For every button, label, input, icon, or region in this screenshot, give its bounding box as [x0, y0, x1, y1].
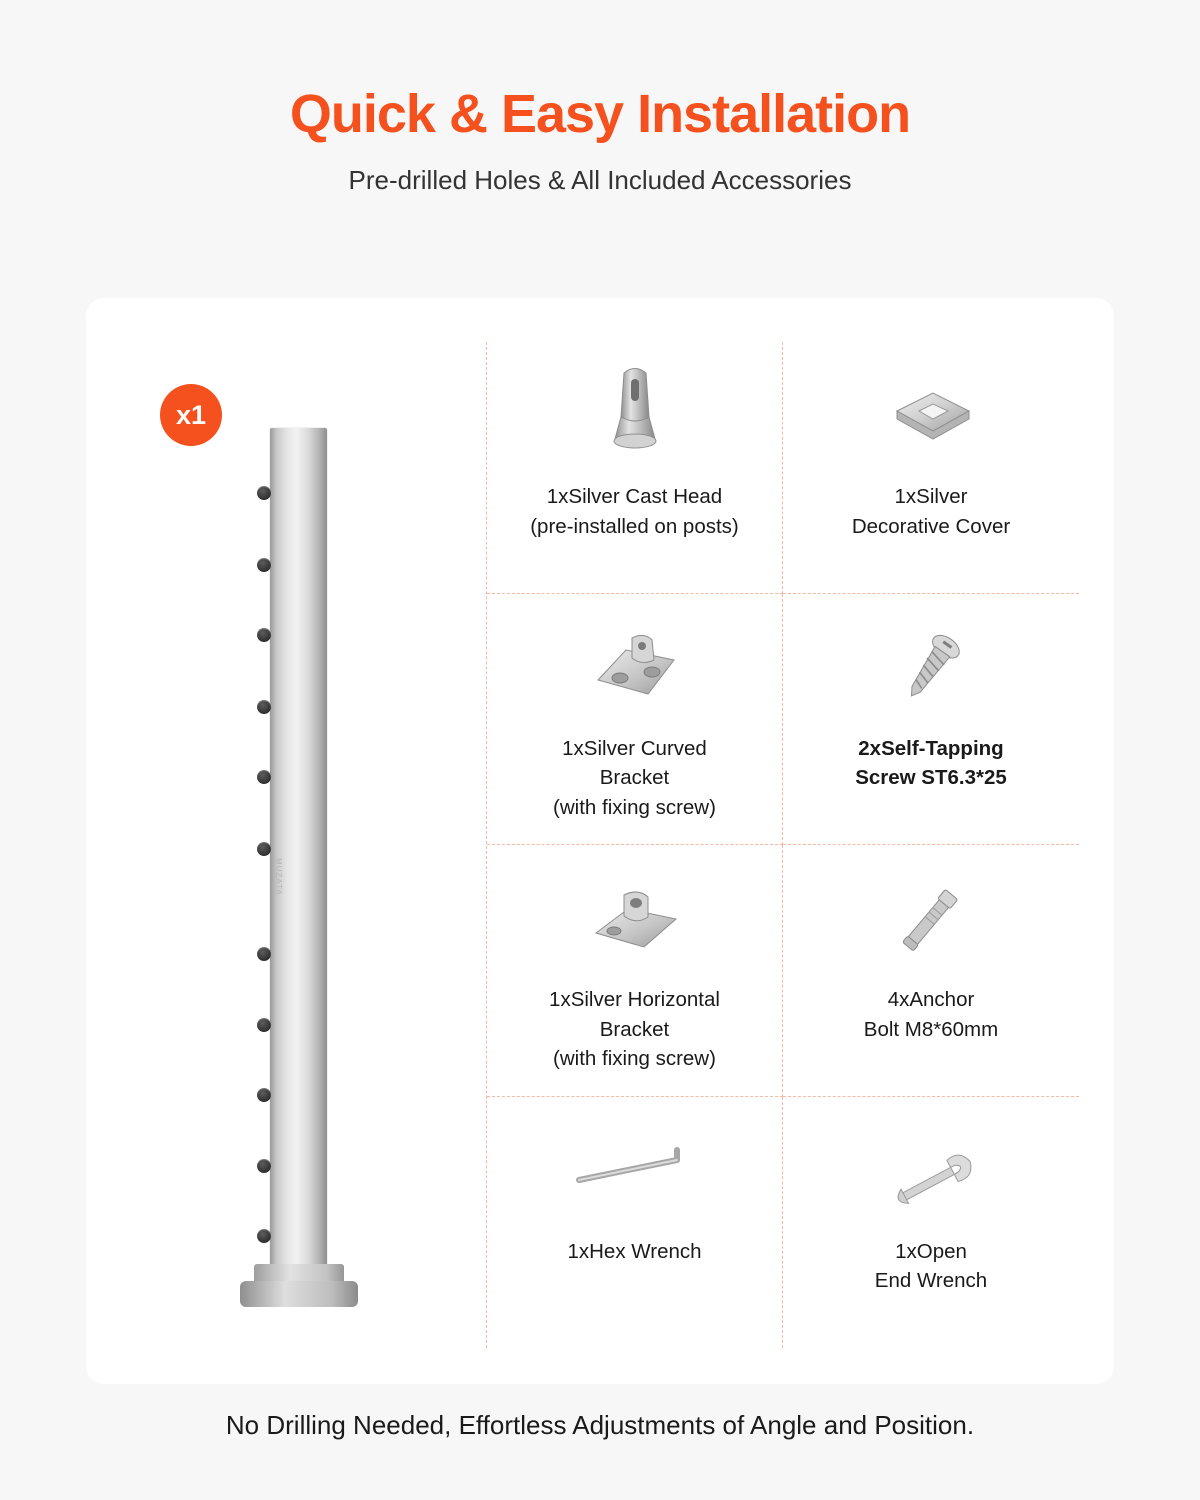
post-hole: [257, 486, 271, 500]
quantity-badge: x1: [160, 384, 222, 446]
accessory-cell: [783, 342, 1079, 594]
accessory-cell: [487, 1097, 783, 1349]
post-illustration-column: [86, 298, 486, 1384]
accessory-label: 1xHex Wrench: [567, 1239, 702, 1263]
horizontal-bracket-icon: [570, 863, 700, 975]
footer-caption: No Drilling Needed, Effortless Adjustments of Angle and Position.: [225, 1410, 975, 1440]
post-hole: [257, 1088, 271, 1102]
anchor-bolt-icon: [871, 863, 991, 975]
post-hole: [257, 628, 271, 642]
post-base-plate-lower: [240, 1281, 358, 1307]
hex-wrench-icon: [565, 1115, 705, 1227]
accessories-card: [86, 298, 1114, 1384]
brand-mark: MUZATA: [274, 858, 283, 896]
accessory-label: 2xSelf-Tapping Screw ST6.3*25: [855, 736, 1007, 790]
cast-head-icon: [590, 360, 680, 472]
accessory-cell: [783, 1097, 1079, 1349]
self-tapping-screw-icon: [876, 612, 986, 724]
post-hole: [257, 700, 271, 714]
curved-bracket-icon: [570, 612, 700, 724]
accessory-label: 1xOpen End Wrench: [874, 1239, 988, 1293]
accessories-grid-column: [486, 298, 1114, 1384]
accessories-grid: [486, 342, 1079, 1348]
post-hole: [257, 770, 271, 784]
accessory-label: 1xSilver Cast Head (pre-installed on posts): [530, 485, 739, 538]
accessory-cell: [487, 594, 783, 846]
accessory-label: 1xSilver Decorative Cover: [851, 485, 1011, 538]
page-subtitle: Pre-drilled Holes & All Included Accessories: [348, 164, 852, 195]
post-hole: [257, 842, 271, 856]
post-hole: [257, 1159, 271, 1173]
open-end-wrench-icon: [866, 1115, 996, 1227]
post-hole: [257, 1018, 271, 1032]
accessory-label: 1xSilver Horizontal Bracket (with fixing screw): [549, 988, 720, 1071]
stair-post-image: [236, 428, 366, 1308]
accessory-cell: [783, 845, 1079, 1097]
accessory-cell: [487, 845, 783, 1097]
post-hole: [257, 1229, 271, 1243]
accessory-cell: [783, 594, 1079, 846]
post-hole: [257, 558, 271, 572]
post-hole: [257, 947, 271, 961]
decorative-cover-icon: [871, 360, 991, 472]
accessory-cell: [487, 342, 783, 594]
post-body: [270, 428, 327, 1266]
accessory-label: 4xAnchor Bolt M8*60mm: [863, 988, 999, 1041]
accessory-label: 1xSilver Curved Bracket (with fixing screw): [553, 736, 716, 819]
page-title: Quick & Easy Installation: [289, 84, 911, 144]
